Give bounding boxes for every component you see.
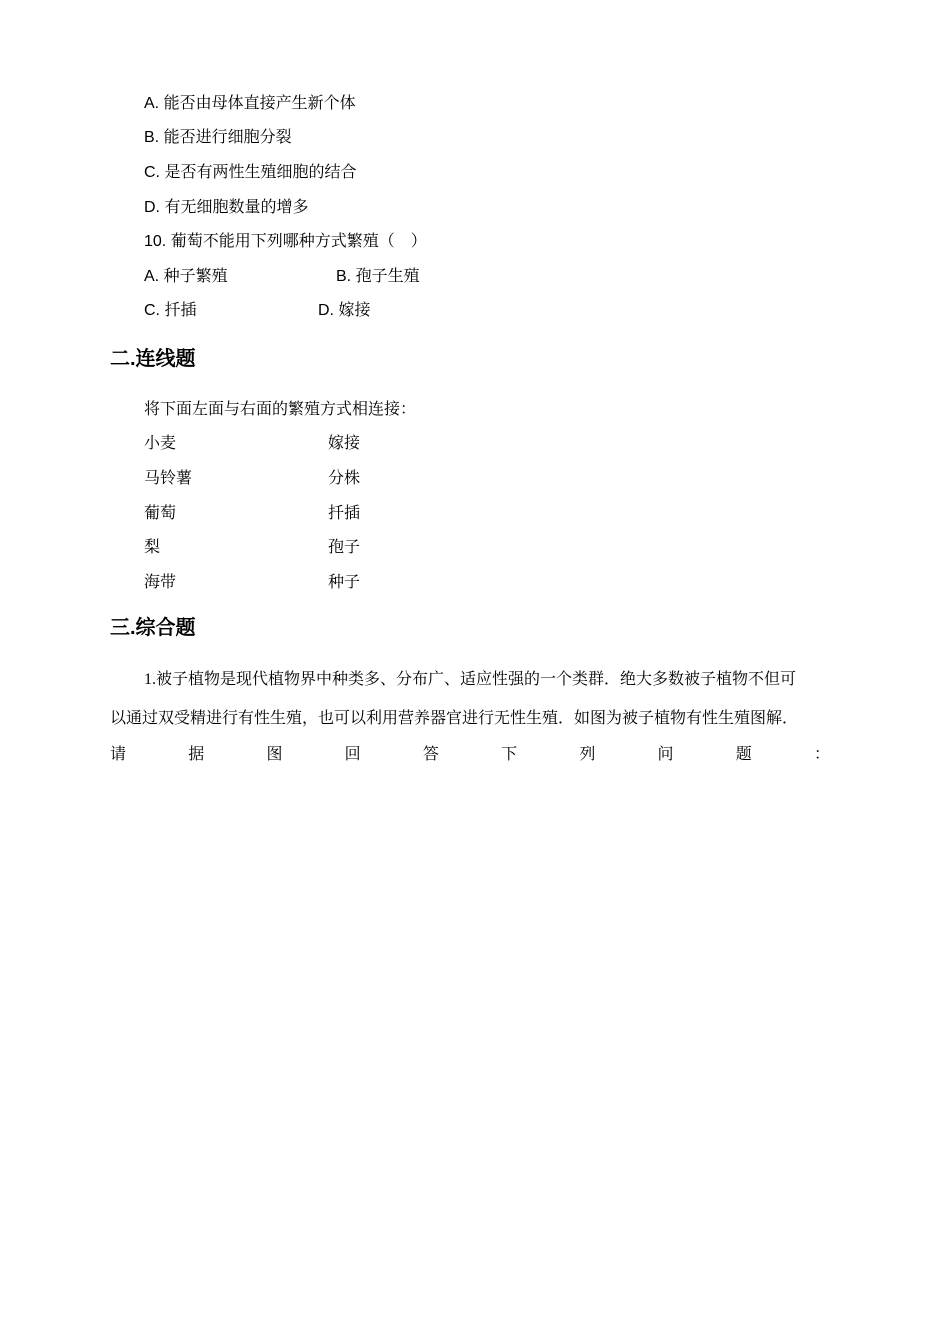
section3-heading: 三.综合题 <box>110 617 196 639</box>
paragraph-char: 题 <box>735 746 752 763</box>
paragraph-char: 回 <box>344 746 361 763</box>
section3-paragraph-line2: 以通过双受精进行有性生殖，也可以利用营养器官进行无性生殖．如图为被子植物有性生殖图解． <box>110 710 799 727</box>
match-right-item: 分株 <box>328 470 361 487</box>
q10-option-b: B. 孢子生殖 <box>336 268 420 285</box>
q9-option-b: B. 能否进行细胞分裂 <box>144 129 292 146</box>
q10-option-d: D. 嫁接 <box>318 302 371 319</box>
match-left-item: 小麦 <box>144 435 177 452</box>
paragraph-char: ： <box>813 746 830 763</box>
paragraph-char: 请 <box>110 746 127 763</box>
match-right-item: 孢子 <box>328 539 361 556</box>
q10-option-a: A. 种子繁殖 <box>144 268 228 285</box>
section2-heading: 二.连线题 <box>110 348 196 370</box>
q10-option-c: C. 扦插 <box>144 302 197 319</box>
section3-paragraph-line1: 1.被子植物是现代植物界中种类多、分布广、适应性强的一个类群．绝大多数被子植物不但可 <box>144 671 797 688</box>
match-right-item: 嫁接 <box>328 435 361 452</box>
q9-option-c: C. 是否有两性生殖细胞的结合 <box>144 164 357 181</box>
section2-instruction: 将下面左面与右面的繁殖方式相连接： <box>144 401 417 418</box>
paragraph-char: 图 <box>266 746 283 763</box>
q9-option-a: A. 能否由母体直接产生新个体 <box>144 95 356 112</box>
q9-option-d: D. 有无细胞数量的增多 <box>144 199 309 216</box>
match-left-item: 梨 <box>144 539 161 556</box>
match-right-item: 种子 <box>328 574 361 591</box>
match-left-item: 海带 <box>144 574 177 591</box>
paragraph-char: 下 <box>501 746 518 763</box>
paragraph-char: 列 <box>579 746 596 763</box>
paragraph-char: 据 <box>188 746 205 763</box>
match-right-item: 扦插 <box>328 505 361 522</box>
section3-paragraph-line3 <box>110 745 830 765</box>
q10-stem: 10. 葡萄不能用下列哪种方式繁殖（ ） <box>144 233 427 250</box>
match-left-item: 马铃薯 <box>144 470 193 487</box>
paragraph-char: 问 <box>657 746 674 763</box>
match-left-item: 葡萄 <box>144 505 177 522</box>
paragraph-char: 答 <box>422 746 439 763</box>
